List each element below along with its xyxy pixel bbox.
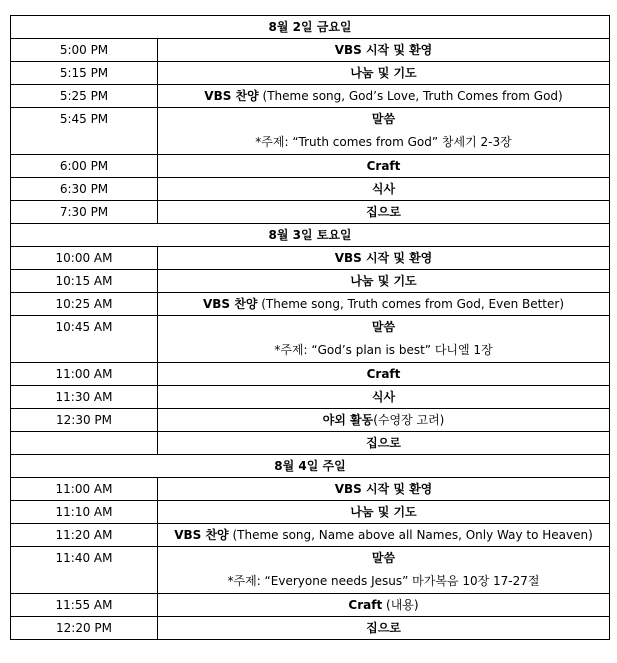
schedule-row bbox=[11, 108, 610, 155]
time-cell bbox=[11, 432, 158, 455]
activity-title: VBS 시작 및 환영 bbox=[334, 482, 433, 496]
time-cell: 6:30 PM bbox=[11, 178, 158, 201]
sermon-topic: *주제: “Everyone needs Jesus” 마가복음 10장 17-27절 bbox=[227, 574, 540, 588]
schedule-row bbox=[11, 478, 610, 501]
schedule-row bbox=[11, 316, 610, 363]
activity-line bbox=[366, 436, 401, 450]
activity-cell bbox=[158, 547, 610, 594]
activity-line bbox=[367, 367, 401, 381]
activity-detail: (Theme song, Truth comes from God, Even Better) bbox=[257, 297, 565, 311]
activity-title: 말씀 bbox=[371, 112, 396, 126]
schedule-row bbox=[11, 617, 610, 640]
activity-line bbox=[203, 297, 564, 311]
schedule-row bbox=[11, 547, 610, 594]
schedule-row bbox=[11, 85, 610, 108]
activity-detail: (내용) bbox=[382, 598, 419, 612]
day-title: 8월 2일 금요일 bbox=[11, 16, 610, 39]
activity-title: 나눔 및 기도 bbox=[350, 274, 417, 288]
activity-title: 집으로 bbox=[366, 621, 401, 635]
time-cell bbox=[11, 108, 158, 155]
schedule-row bbox=[11, 386, 610, 409]
time-cell: 11:30 AM bbox=[11, 386, 158, 409]
activity-cell bbox=[158, 178, 610, 201]
time-cell: 11:00 AM bbox=[11, 478, 158, 501]
activity-title: 말씀 bbox=[371, 320, 396, 334]
activity-line bbox=[174, 528, 593, 542]
schedule-row bbox=[11, 247, 610, 270]
activity-line bbox=[348, 598, 418, 612]
activity-cell bbox=[158, 617, 610, 640]
day-header-row bbox=[11, 224, 610, 247]
day-header-row bbox=[11, 16, 610, 39]
activity-title: VBS 시작 및 환영 bbox=[334, 251, 433, 265]
activity-line bbox=[335, 251, 433, 265]
activity-line bbox=[366, 621, 401, 635]
time-cell: 5:00 PM bbox=[11, 39, 158, 62]
activity-cell bbox=[158, 270, 610, 293]
activity-line bbox=[162, 316, 605, 339]
activity-cell bbox=[158, 524, 610, 547]
activity-detail: (수영장 고려) bbox=[373, 413, 445, 427]
time-cell: 7:30 PM bbox=[11, 201, 158, 224]
activity-cell bbox=[158, 201, 610, 224]
activity-line bbox=[335, 482, 433, 496]
activity-cell bbox=[158, 478, 610, 501]
time-cell bbox=[11, 316, 158, 363]
activity-title: 나눔 및 기도 bbox=[350, 66, 417, 80]
activity-title: 식사 bbox=[371, 182, 396, 196]
sermon-topic: *주제: “Truth comes from God” 창세기 2-3장 bbox=[255, 135, 512, 149]
time-cell: 10:25 AM bbox=[11, 293, 158, 316]
activity-title: Craft bbox=[348, 598, 383, 612]
activity-cell bbox=[158, 432, 610, 455]
schedule-row bbox=[11, 293, 610, 316]
activity-cell bbox=[158, 594, 610, 617]
time-text: 10:45 AM bbox=[55, 320, 113, 334]
time-cell: 5:15 PM bbox=[11, 62, 158, 85]
time-cell: 6:00 PM bbox=[11, 155, 158, 178]
day-header-row bbox=[11, 455, 610, 478]
activity-line bbox=[162, 547, 605, 570]
activity-title: 말씀 bbox=[371, 551, 396, 565]
activity-line bbox=[335, 43, 433, 57]
activity-title: 집으로 bbox=[366, 436, 401, 450]
activity-line bbox=[350, 66, 416, 80]
activity-line bbox=[372, 182, 395, 196]
schedule-row bbox=[11, 432, 610, 455]
time-cell: 5:25 PM bbox=[11, 85, 158, 108]
activity-cell bbox=[158, 501, 610, 524]
schedule-row bbox=[11, 201, 610, 224]
schedule-body bbox=[11, 16, 610, 640]
day-title: 8월 3일 토요일 bbox=[11, 224, 610, 247]
activity-line bbox=[366, 205, 401, 219]
activity-title: 집으로 bbox=[366, 205, 401, 219]
time-text: 5:45 PM bbox=[59, 112, 109, 126]
schedule-row bbox=[11, 363, 610, 386]
activity-cell bbox=[158, 155, 610, 178]
activity-cell bbox=[158, 293, 610, 316]
activity-cell bbox=[158, 247, 610, 270]
time-cell: 12:30 PM bbox=[11, 409, 158, 432]
activity-title: 야외 활동 bbox=[322, 413, 374, 427]
activity-line bbox=[350, 274, 416, 288]
activity-title: VBS 찬양 bbox=[204, 89, 259, 103]
activity-cell bbox=[158, 363, 610, 386]
activity-cell bbox=[158, 316, 610, 363]
schedule-row bbox=[11, 524, 610, 547]
activity-cell bbox=[158, 62, 610, 85]
activity-detail: (Theme song, God’s Love, Truth Comes from God) bbox=[258, 89, 563, 103]
activity-cell bbox=[158, 108, 610, 155]
activity-title: VBS 찬양 bbox=[202, 297, 258, 311]
day-title: 8월 4일 주일 bbox=[11, 455, 610, 478]
schedule-row bbox=[11, 39, 610, 62]
activity-title: VBS 시작 및 환영 bbox=[334, 43, 433, 57]
time-cell: 11:20 AM bbox=[11, 524, 158, 547]
activity-cell bbox=[158, 386, 610, 409]
activity-line bbox=[323, 413, 445, 427]
schedule-row bbox=[11, 594, 610, 617]
time-cell: 12:20 PM bbox=[11, 617, 158, 640]
activity-cell bbox=[158, 85, 610, 108]
activity-line bbox=[367, 159, 401, 173]
time-text: 11:40 AM bbox=[55, 551, 113, 565]
schedule-row bbox=[11, 155, 610, 178]
activity-title: 식사 bbox=[371, 390, 396, 404]
activity-line bbox=[372, 390, 395, 404]
schedule-row bbox=[11, 62, 610, 85]
schedule-row bbox=[11, 270, 610, 293]
schedule-table bbox=[10, 15, 610, 640]
activity-cell bbox=[158, 409, 610, 432]
time-cell: 11:00 AM bbox=[11, 363, 158, 386]
schedule-row bbox=[11, 501, 610, 524]
activity-cell bbox=[158, 39, 610, 62]
time-cell: 10:15 AM bbox=[11, 270, 158, 293]
time-cell bbox=[11, 547, 158, 594]
activity-detail: (Theme song, Name above all Names, Only Way to Heaven) bbox=[228, 528, 593, 542]
activity-line bbox=[204, 89, 562, 103]
activity-line bbox=[350, 505, 416, 519]
activity-title: VBS 찬양 bbox=[174, 528, 229, 542]
schedule-row bbox=[11, 178, 610, 201]
time-cell: 11:10 AM bbox=[11, 501, 158, 524]
time-cell: 10:00 AM bbox=[11, 247, 158, 270]
activity-line bbox=[162, 108, 605, 131]
activity-title: Craft bbox=[366, 159, 401, 173]
activity-title: 나눔 및 기도 bbox=[350, 505, 417, 519]
time-cell: 11:55 AM bbox=[11, 594, 158, 617]
sermon-topic: *주제: “God’s plan is best” 다니엘 1장 bbox=[274, 343, 493, 357]
schedule-row bbox=[11, 409, 610, 432]
activity-title: Craft bbox=[366, 367, 401, 381]
